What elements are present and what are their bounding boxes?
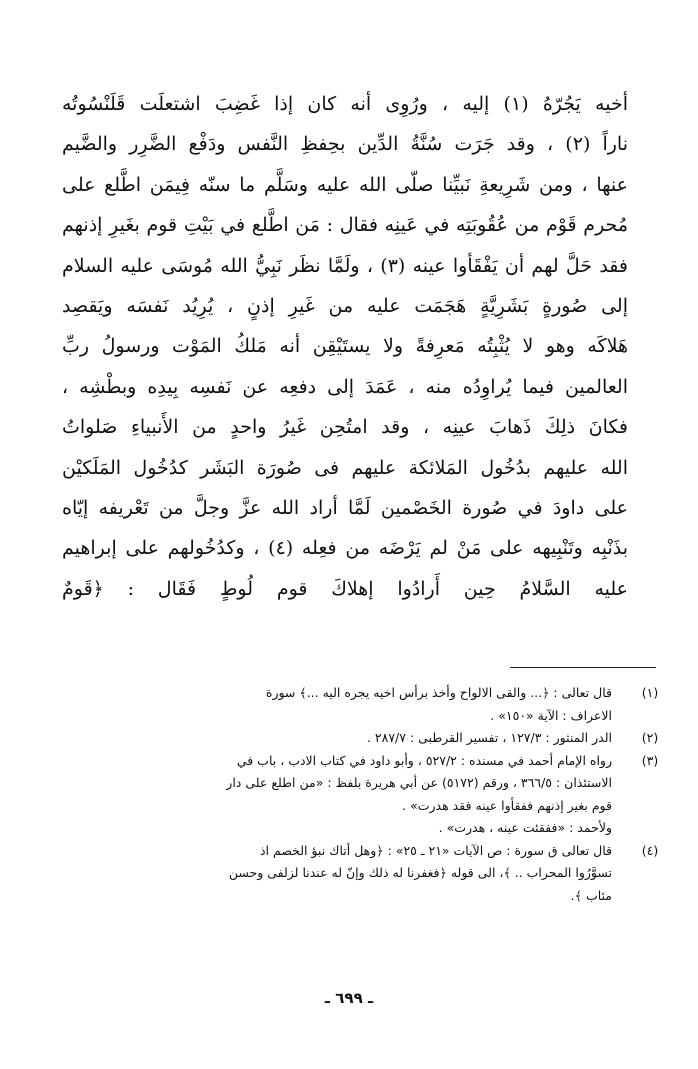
text-line: فكانَ ذلِكَ ذَهابَ عينِه ، وقد امتُحِن غَيرُ واحدٍ من الأَنبياءِ صَلواتُ xyxy=(62,416,628,439)
footnote-3 xyxy=(42,750,672,840)
text-line: أخيه يَجُرّهُ (١) إليه ، ورُوِى أنه كان إذا غَضِبَ اشتعلَت قَلَنْسُوتُه xyxy=(62,93,628,115)
text-line: الله عليهم بدُخُول المَلائكة عليهم فى صُورَة البَشَر كدُخُول المَلَكيْن xyxy=(62,456,628,479)
text-line: ناراً (٢) ، وقد جَرَت سُنَّةُ الدِّين بحِفظِ النَّفس ودَفْع الضَّرِر والضَّيم xyxy=(62,133,628,156)
text-line: هَلاكَه وهو لا يُثْبِتُه مَعرِفةً ولا يستَيْقِن أنه مَلكُ المَوْت ورسولُ ربِّ xyxy=(62,335,628,358)
page-number: ـ ٦٩٩ ـ xyxy=(324,989,374,1007)
footnotes xyxy=(42,682,672,907)
footnote-4 xyxy=(42,840,672,908)
footnote-line: قال تعالى : ﴿... والقى الالواح وأخذ برأس اخيه يجره اليه ...﴾ سورة xyxy=(265,685,612,700)
footnote-number: (٤) xyxy=(641,842,659,858)
text-line: عنها ، ومن شَرِيعةِ نَبيِّنا صلّى الله عليه وسَلَّم ما سنّه فِيمَن اطَّلع على xyxy=(62,173,628,196)
text-line: عليه السَّلامُ حِين أَرادُوا إهلاكَ قوم لُوطٍ فَقَال : ﴿قَومٌ xyxy=(62,577,628,600)
footnote-line: الاعراف : الآية «١٥٠» . xyxy=(490,707,612,723)
footnote-divider xyxy=(510,667,656,668)
footnote-line: تسوَّرُوا المحراب .. ﴾، الى قوله ﴿فغفرنا له ذلك وإنّ له عندنا لزلفى وحسن xyxy=(228,865,612,880)
footnote-line: قال تعالى ق سورة : ص الآيات «٢١ ـ ٢٥» : ﴿وهل أتاك نبؤ الخصم اذ xyxy=(259,842,612,858)
text-line: مُحرم قَوْم من عُقُوبَتِه في عَينِه فقال : مَن اطَّلع في بَيْتِ قوم بغَيرِ إذنهم xyxy=(62,214,628,237)
footnote-line: الدر المنثور : ١٢٧/٣ ، تفسير القرطبى : ٢٨٧/٧ . xyxy=(366,730,612,745)
footnote-line: ولأحمد : «ففقئت عينه ، هدرت» . xyxy=(438,820,612,835)
footnote-number: (٣) xyxy=(641,752,659,768)
text-line: على داودَ في صُورة الخَصْمين لَمَّا أراد الله عزَّ وجلَّ من تَعْريفه إيّاه xyxy=(62,496,628,519)
footnote-line: مئاب ﴾. xyxy=(570,887,612,903)
text-line: العالمين فيما يُراوِدُه منه ، عَمَدَ إلى دفعِه عن نَفسِه بِيدِه وبطْشِه ، xyxy=(62,375,628,398)
text-line: إلى صُورةٍ بَشَرِيَّةٍ هَجَمَت عليه من غَيرِ إذنٍ ، يُرِيُد نَفسَه ويَقصِد xyxy=(62,294,628,317)
text-line: فقد حَلَّ لهم أن يَفْقَأوا عينه (٣) ، ولَمَّا نظَر نَبِيُّ الله مُوسَى عليه السلام xyxy=(62,254,628,277)
footnote-line: رواه الإمام أحمد في مسنده : ٥٢٧/٢ ، وأبو داود في كتاب الادب ، باب في xyxy=(236,752,612,768)
footnote-1 xyxy=(42,682,672,727)
footnote-line: قوم بغير إذنهم ففقأوا عينه فقد هدرت» . xyxy=(402,797,612,813)
text-line: بذَنْبِه وتَنْبِيهه على مَنْ لم يَرْضَه من فعِله (٤) ، وكدُخُولهم على إبراهيم xyxy=(62,537,628,560)
footnote-line: الاستئذان : ٣٦٦/٥ ، ورقم (٥١٧٢) عن أبي هريرة بلفظ : «من اطلع على دار xyxy=(226,775,612,790)
main-text xyxy=(62,84,628,609)
footnote-number: (٢) xyxy=(641,730,659,745)
footnote-number: (١) xyxy=(641,685,659,700)
footnote-2 xyxy=(42,727,672,750)
